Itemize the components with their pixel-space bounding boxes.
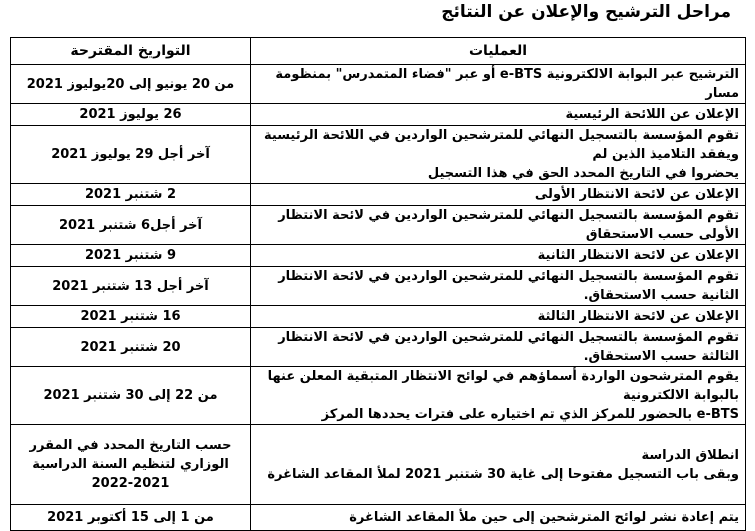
date-cell [11, 425, 251, 505]
date-cell [11, 367, 251, 425]
operation-text: الإعلان عن لائحة الانتظار الثالثة [537, 309, 739, 324]
table-row [11, 367, 746, 425]
date-cell [11, 206, 251, 245]
date-cell [11, 505, 251, 531]
date-cell [11, 328, 251, 367]
operation-cell [251, 267, 746, 306]
date-text: من 20 يونيو إلى 20يوليوز 2021 [26, 76, 235, 92]
date-cell [11, 184, 251, 206]
table-row [11, 104, 746, 126]
operation-cell [251, 104, 746, 126]
date-text: من 1 إلى 15 أكتوبر 2021 [47, 510, 214, 525]
table-row [11, 306, 746, 328]
operation-text: تقوم المؤسسة بالتسجيل النهائي للمترشحين الواردين في لائحة الانتظار الأولى حسب الاستحقاق [278, 208, 739, 242]
operation-text: الإعلان عن لائحة الانتظار الثانية [537, 248, 739, 263]
date-text: حسب التاريخ المحدد في المقرر [29, 438, 232, 453]
operation-cell [251, 65, 746, 104]
table-row [11, 505, 746, 531]
date-text: من 22 إلى 30 شتنبر 2021 [43, 388, 218, 403]
date-text: الوزاري لتنظيم السنة الدراسية [32, 457, 229, 472]
operation-cell [251, 328, 746, 367]
date-text: آخر أجل 29 يوليوز 2021 [51, 147, 210, 162]
date-text: آخر أجل6 شتنبر 2021 [59, 217, 202, 233]
table-row [11, 245, 746, 267]
operation-text: انطلاق الدراسة [641, 447, 739, 463]
date-cell [11, 245, 251, 267]
operation-text: الإعلان عن لائحة الانتظار الأولى [534, 187, 739, 202]
table-row [11, 425, 746, 505]
header-dates: التواريخ المقترحة [11, 38, 251, 65]
operation-cell [251, 306, 746, 328]
page-title: مراحل الترشيح والإعلان عن النتائج [441, 2, 731, 22]
operation-text: يتم إعادة نشر لوائح المترشحين إلى حين ملأ المقاعد الشاغرة [349, 510, 739, 525]
date-cell [11, 104, 251, 126]
date-text: 2 شتنبر 2021 [84, 187, 177, 202]
date-text: 26 يوليوز 2021 [79, 107, 182, 122]
date-cell [11, 306, 251, 328]
date-cell [11, 126, 251, 184]
operation-cell [251, 126, 746, 184]
header-operations: العمليات [251, 38, 746, 65]
date-cell [11, 65, 251, 104]
date-text: 2022-2021 [91, 476, 170, 491]
operation-text: الترشيح عبر البوابة الالكترونية e-BTS أو عبر "فضاء المتمدرس" بمنظومة مسار [275, 67, 739, 101]
table-body [11, 65, 746, 531]
operation-text: وبقى باب التسجيل مفتوحا إلى غاية 30 شتنبر 2021 لملأ المقاعد الشاغرة [267, 466, 739, 482]
operation-text: تقوم المؤسسة بالتسجيل النهائي للمترشحين الواردين في لائحة الانتظار الثالثة حسب الاستحقاق. [278, 330, 739, 364]
table-row [11, 184, 746, 206]
operation-cell [251, 425, 746, 505]
operation-cell [251, 206, 746, 245]
date-cell [11, 267, 251, 306]
table-row [11, 267, 746, 306]
operation-cell [251, 184, 746, 206]
operation-cell [251, 245, 746, 267]
operation-text: تقوم المؤسسة بالتسجيل النهائي للمترشحين الواردين في لائحة الانتظار الثانية حسب الاستحقاق. [278, 269, 739, 303]
table-row [11, 126, 746, 184]
operation-text: يقوم المترشحون الواردة أسماؤهم في لوائح الانتظار المتبقية المعلن عنها بالبوابة الالكترونية [267, 369, 739, 403]
date-text: 16 شتنبر 2021 [80, 309, 181, 324]
operation-text: الإعلان عن اللائحة الرئيسية [565, 107, 739, 122]
operation-text: تقوم المؤسسة بالتسجيل النهائي للمترشحين الواردين في اللائحة الرئيسية ويفقد التلاميذ الذين لم [264, 128, 739, 162]
date-text: آخر أجل 13 شتنبر 2021 [52, 278, 209, 294]
operation-cell [251, 505, 746, 531]
schedule-table [10, 37, 746, 531]
table-header-row [11, 38, 746, 65]
date-text: 20 شتنبر 2021 [80, 339, 181, 355]
table-row [11, 65, 746, 104]
table-row [11, 206, 746, 245]
table-row [11, 328, 746, 367]
operation-text: يحضروا في التاريخ المحدد الحق في هذا التسجيل [427, 166, 739, 181]
operation-cell [251, 367, 746, 425]
operation-text: e-BTS بالحضور للمركز الذي تم اختياره على فترات يحددها المركز [321, 407, 739, 422]
date-text: 9 شتنبر 2021 [84, 248, 177, 263]
